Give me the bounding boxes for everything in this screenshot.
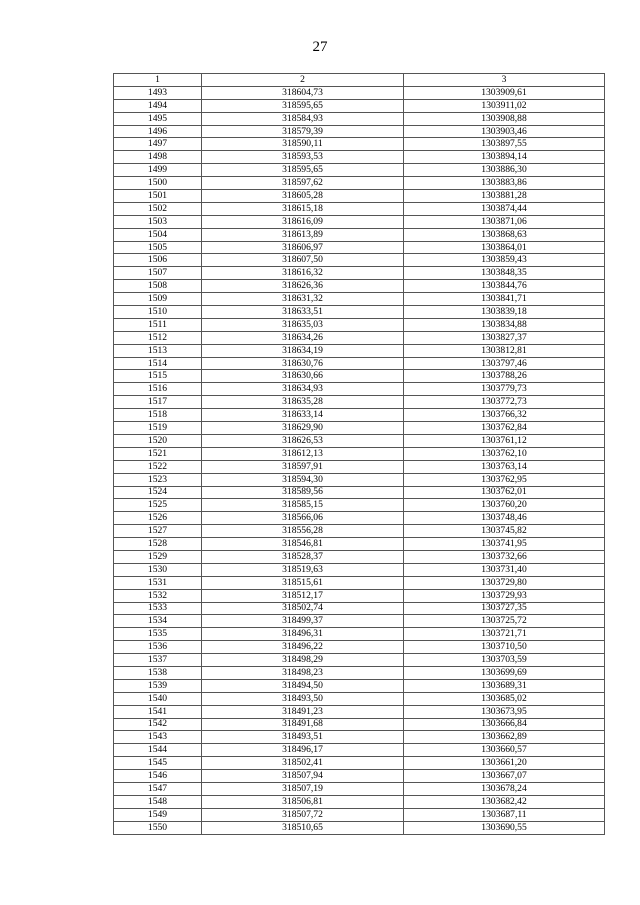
cell-x-coordinate: 318579,39	[202, 125, 404, 138]
cell-point-number: 1497	[114, 138, 202, 151]
cell-point-number: 1550	[114, 821, 202, 834]
cell-y-coordinate: 1303710,50	[404, 641, 605, 654]
cell-y-coordinate: 1303772,73	[404, 396, 605, 409]
cell-x-coordinate: 318612,13	[202, 447, 404, 460]
cell-x-coordinate: 318604,73	[202, 86, 404, 99]
cell-y-coordinate: 1303761,12	[404, 434, 605, 447]
table-row	[114, 744, 605, 757]
table-row	[114, 602, 605, 615]
table-row	[114, 125, 605, 138]
cell-y-coordinate: 1303662,89	[404, 731, 605, 744]
cell-x-coordinate: 318491,68	[202, 718, 404, 731]
cell-x-coordinate: 318635,03	[202, 318, 404, 331]
cell-x-coordinate: 318507,94	[202, 770, 404, 783]
cell-x-coordinate: 318498,23	[202, 666, 404, 679]
cell-y-coordinate: 1303763,14	[404, 460, 605, 473]
table-row	[114, 357, 605, 370]
cell-point-number: 1495	[114, 112, 202, 125]
cell-point-number: 1515	[114, 370, 202, 383]
cell-point-number: 1514	[114, 357, 202, 370]
cell-point-number: 1508	[114, 280, 202, 293]
cell-y-coordinate: 1303868,63	[404, 228, 605, 241]
cell-point-number: 1545	[114, 757, 202, 770]
cell-point-number: 1527	[114, 525, 202, 538]
table-row	[114, 202, 605, 215]
cell-y-coordinate: 1303660,57	[404, 744, 605, 757]
column-header-point-number: 1	[114, 74, 202, 87]
cell-point-number: 1501	[114, 190, 202, 203]
cell-x-coordinate: 318606,97	[202, 241, 404, 254]
cell-y-coordinate: 1303859,43	[404, 254, 605, 267]
cell-x-coordinate: 318507,19	[202, 782, 404, 795]
cell-point-number: 1529	[114, 550, 202, 563]
cell-x-coordinate: 318633,51	[202, 306, 404, 319]
table-row	[114, 770, 605, 783]
cell-point-number: 1530	[114, 563, 202, 576]
cell-point-number: 1499	[114, 164, 202, 177]
cell-y-coordinate: 1303682,42	[404, 795, 605, 808]
cell-y-coordinate: 1303748,46	[404, 512, 605, 525]
table-row	[114, 808, 605, 821]
cell-y-coordinate: 1303841,71	[404, 293, 605, 306]
table-row	[114, 692, 605, 705]
table-row	[114, 396, 605, 409]
cell-y-coordinate: 1303909,61	[404, 86, 605, 99]
cell-y-coordinate: 1303864,01	[404, 241, 605, 254]
cell-point-number: 1537	[114, 654, 202, 667]
cell-y-coordinate: 1303732,66	[404, 550, 605, 563]
cell-point-number: 1540	[114, 692, 202, 705]
cell-point-number: 1518	[114, 409, 202, 422]
cell-x-coordinate: 318634,93	[202, 383, 404, 396]
cell-y-coordinate: 1303779,73	[404, 383, 605, 396]
cell-x-coordinate: 318590,11	[202, 138, 404, 151]
table-row	[114, 280, 605, 293]
cell-y-coordinate: 1303883,86	[404, 177, 605, 190]
cell-x-coordinate: 318498,29	[202, 654, 404, 667]
cell-x-coordinate: 318626,36	[202, 280, 404, 293]
cell-x-coordinate: 318613,89	[202, 228, 404, 241]
cell-x-coordinate: 318616,09	[202, 215, 404, 228]
cell-y-coordinate: 1303661,20	[404, 757, 605, 770]
cell-y-coordinate: 1303667,07	[404, 770, 605, 783]
cell-x-coordinate: 318593,53	[202, 151, 404, 164]
cell-point-number: 1532	[114, 589, 202, 602]
table-row	[114, 254, 605, 267]
table-row	[114, 434, 605, 447]
cell-y-coordinate: 1303762,01	[404, 486, 605, 499]
table-row	[114, 757, 605, 770]
cell-point-number: 1528	[114, 538, 202, 551]
cell-y-coordinate: 1303844,76	[404, 280, 605, 293]
cell-point-number: 1534	[114, 615, 202, 628]
cell-y-coordinate: 1303871,06	[404, 215, 605, 228]
table-row	[114, 306, 605, 319]
cell-y-coordinate: 1303894,14	[404, 151, 605, 164]
cell-point-number: 1520	[114, 434, 202, 447]
table-row	[114, 267, 605, 280]
cell-point-number: 1539	[114, 679, 202, 692]
cell-y-coordinate: 1303699,69	[404, 666, 605, 679]
cell-x-coordinate: 318585,15	[202, 499, 404, 512]
cell-point-number: 1548	[114, 795, 202, 808]
cell-point-number: 1538	[114, 666, 202, 679]
cell-y-coordinate: 1303666,84	[404, 718, 605, 731]
table-row	[114, 563, 605, 576]
cell-point-number: 1535	[114, 628, 202, 641]
cell-point-number: 1504	[114, 228, 202, 241]
cell-x-coordinate: 318631,32	[202, 293, 404, 306]
cell-y-coordinate: 1303839,18	[404, 306, 605, 319]
table-row	[114, 86, 605, 99]
cell-y-coordinate: 1303886,30	[404, 164, 605, 177]
cell-point-number: 1541	[114, 705, 202, 718]
table-row	[114, 190, 605, 203]
cell-point-number: 1512	[114, 331, 202, 344]
cell-point-number: 1506	[114, 254, 202, 267]
cell-point-number: 1543	[114, 731, 202, 744]
table-row	[114, 538, 605, 551]
cell-point-number: 1516	[114, 383, 202, 396]
cell-y-coordinate: 1303762,84	[404, 422, 605, 435]
cell-y-coordinate: 1303687,11	[404, 808, 605, 821]
cell-x-coordinate: 318605,28	[202, 190, 404, 203]
table-row	[114, 666, 605, 679]
table-row	[114, 641, 605, 654]
cell-y-coordinate: 1303725,72	[404, 615, 605, 628]
table-row	[114, 241, 605, 254]
table-row	[114, 177, 605, 190]
cell-y-coordinate: 1303760,20	[404, 499, 605, 512]
page-number: 27	[312, 39, 328, 55]
cell-point-number: 1513	[114, 344, 202, 357]
cell-y-coordinate: 1303745,82	[404, 525, 605, 538]
cell-point-number: 1494	[114, 99, 202, 112]
cell-x-coordinate: 318496,17	[202, 744, 404, 757]
cell-y-coordinate: 1303741,95	[404, 538, 605, 551]
cell-point-number: 1502	[114, 202, 202, 215]
cell-y-coordinate: 1303908,88	[404, 112, 605, 125]
table-row	[114, 370, 605, 383]
cell-point-number: 1542	[114, 718, 202, 731]
cell-x-coordinate: 318512,17	[202, 589, 404, 602]
cell-point-number: 1526	[114, 512, 202, 525]
cell-y-coordinate: 1303848,35	[404, 267, 605, 280]
cell-point-number: 1549	[114, 808, 202, 821]
column-header-y-coordinate: 3	[404, 74, 605, 87]
cell-point-number: 1536	[114, 641, 202, 654]
cell-x-coordinate: 318515,61	[202, 576, 404, 589]
cell-point-number: 1511	[114, 318, 202, 331]
cell-x-coordinate: 318502,74	[202, 602, 404, 615]
table-row	[114, 615, 605, 628]
table-row	[114, 512, 605, 525]
cell-x-coordinate: 318597,91	[202, 460, 404, 473]
cell-y-coordinate: 1303911,02	[404, 99, 605, 112]
cell-x-coordinate: 318496,31	[202, 628, 404, 641]
cell-x-coordinate: 318597,62	[202, 177, 404, 190]
column-header-x-coordinate: 2	[202, 74, 404, 87]
cell-x-coordinate: 318616,32	[202, 267, 404, 280]
table-row	[114, 331, 605, 344]
cell-point-number: 1503	[114, 215, 202, 228]
table-row	[114, 447, 605, 460]
cell-x-coordinate: 318589,56	[202, 486, 404, 499]
table-row	[114, 589, 605, 602]
cell-x-coordinate: 318566,06	[202, 512, 404, 525]
table-row	[114, 525, 605, 538]
cell-point-number: 1517	[114, 396, 202, 409]
cell-x-coordinate: 318633,14	[202, 409, 404, 422]
cell-point-number: 1505	[114, 241, 202, 254]
cell-point-number: 1500	[114, 177, 202, 190]
cell-y-coordinate: 1303690,55	[404, 821, 605, 834]
cell-y-coordinate: 1303897,55	[404, 138, 605, 151]
table-row	[114, 731, 605, 744]
cell-x-coordinate: 318507,72	[202, 808, 404, 821]
cell-x-coordinate: 318546,81	[202, 538, 404, 551]
table-row	[114, 344, 605, 357]
cell-x-coordinate: 318595,65	[202, 99, 404, 112]
cell-point-number: 1493	[114, 86, 202, 99]
cell-x-coordinate: 318499,37	[202, 615, 404, 628]
table-row	[114, 628, 605, 641]
table-row	[114, 705, 605, 718]
table-row	[114, 679, 605, 692]
cell-point-number: 1546	[114, 770, 202, 783]
table-row	[114, 422, 605, 435]
cell-x-coordinate: 318506,81	[202, 795, 404, 808]
table-row	[114, 112, 605, 125]
cell-point-number: 1496	[114, 125, 202, 138]
cell-x-coordinate: 318634,26	[202, 331, 404, 344]
table-row	[114, 550, 605, 563]
cell-y-coordinate: 1303678,24	[404, 782, 605, 795]
cell-y-coordinate: 1303766,32	[404, 409, 605, 422]
table-row	[114, 718, 605, 731]
cell-x-coordinate: 318634,19	[202, 344, 404, 357]
cell-point-number: 1521	[114, 447, 202, 460]
cell-x-coordinate: 318528,37	[202, 550, 404, 563]
cell-x-coordinate: 318626,53	[202, 434, 404, 447]
cell-point-number: 1524	[114, 486, 202, 499]
cell-y-coordinate: 1303797,46	[404, 357, 605, 370]
cell-y-coordinate: 1303788,26	[404, 370, 605, 383]
cell-y-coordinate: 1303762,10	[404, 447, 605, 460]
table-row	[114, 473, 605, 486]
table-row	[114, 460, 605, 473]
cell-point-number: 1533	[114, 602, 202, 615]
coordinates-table	[113, 73, 605, 835]
table-row	[114, 409, 605, 422]
cell-point-number: 1531	[114, 576, 202, 589]
cell-y-coordinate: 1303812,81	[404, 344, 605, 357]
cell-x-coordinate: 318615,18	[202, 202, 404, 215]
table-row	[114, 293, 605, 306]
cell-point-number: 1509	[114, 293, 202, 306]
cell-y-coordinate: 1303729,80	[404, 576, 605, 589]
table-row	[114, 795, 605, 808]
table-body	[114, 86, 605, 834]
cell-point-number: 1507	[114, 267, 202, 280]
table-row	[114, 486, 605, 499]
cell-x-coordinate: 318595,65	[202, 164, 404, 177]
cell-y-coordinate: 1303703,59	[404, 654, 605, 667]
table-row	[114, 654, 605, 667]
table-row	[114, 99, 605, 112]
cell-y-coordinate: 1303685,02	[404, 692, 605, 705]
cell-point-number: 1547	[114, 782, 202, 795]
cell-x-coordinate: 318496,22	[202, 641, 404, 654]
cell-point-number: 1498	[114, 151, 202, 164]
cell-x-coordinate: 318494,50	[202, 679, 404, 692]
cell-x-coordinate: 318630,66	[202, 370, 404, 383]
cell-x-coordinate: 318584,93	[202, 112, 404, 125]
cell-y-coordinate: 1303721,71	[404, 628, 605, 641]
cell-y-coordinate: 1303881,28	[404, 190, 605, 203]
table-row	[114, 138, 605, 151]
table-row	[114, 782, 605, 795]
cell-x-coordinate: 318629,90	[202, 422, 404, 435]
cell-x-coordinate: 318630,76	[202, 357, 404, 370]
table-header	[114, 74, 605, 87]
cell-x-coordinate: 318556,28	[202, 525, 404, 538]
cell-x-coordinate: 318502,41	[202, 757, 404, 770]
table-row	[114, 318, 605, 331]
cell-y-coordinate: 1303729,93	[404, 589, 605, 602]
table-row	[114, 499, 605, 512]
table-row	[114, 576, 605, 589]
cell-point-number: 1519	[114, 422, 202, 435]
cell-point-number: 1544	[114, 744, 202, 757]
cell-y-coordinate: 1303731,40	[404, 563, 605, 576]
cell-y-coordinate: 1303762,95	[404, 473, 605, 486]
cell-x-coordinate: 318493,50	[202, 692, 404, 705]
cell-y-coordinate: 1303834,88	[404, 318, 605, 331]
cell-x-coordinate: 318635,28	[202, 396, 404, 409]
cell-y-coordinate: 1303827,37	[404, 331, 605, 344]
table-row	[114, 821, 605, 834]
cell-x-coordinate: 318607,50	[202, 254, 404, 267]
cell-x-coordinate: 318519,63	[202, 563, 404, 576]
cell-x-coordinate: 318594,30	[202, 473, 404, 486]
table-row	[114, 383, 605, 396]
table-row	[114, 228, 605, 241]
cell-y-coordinate: 1303689,31	[404, 679, 605, 692]
cell-point-number: 1522	[114, 460, 202, 473]
cell-point-number: 1510	[114, 306, 202, 319]
header-row	[114, 74, 605, 87]
cell-x-coordinate: 318510,65	[202, 821, 404, 834]
table-row	[114, 215, 605, 228]
cell-point-number: 1525	[114, 499, 202, 512]
cell-point-number: 1523	[114, 473, 202, 486]
table-row	[114, 151, 605, 164]
cell-x-coordinate: 318491,23	[202, 705, 404, 718]
table-row	[114, 164, 605, 177]
cell-y-coordinate: 1303874,44	[404, 202, 605, 215]
cell-y-coordinate: 1303727,35	[404, 602, 605, 615]
cell-y-coordinate: 1303673,95	[404, 705, 605, 718]
cell-y-coordinate: 1303903,46	[404, 125, 605, 138]
cell-x-coordinate: 318493,51	[202, 731, 404, 744]
